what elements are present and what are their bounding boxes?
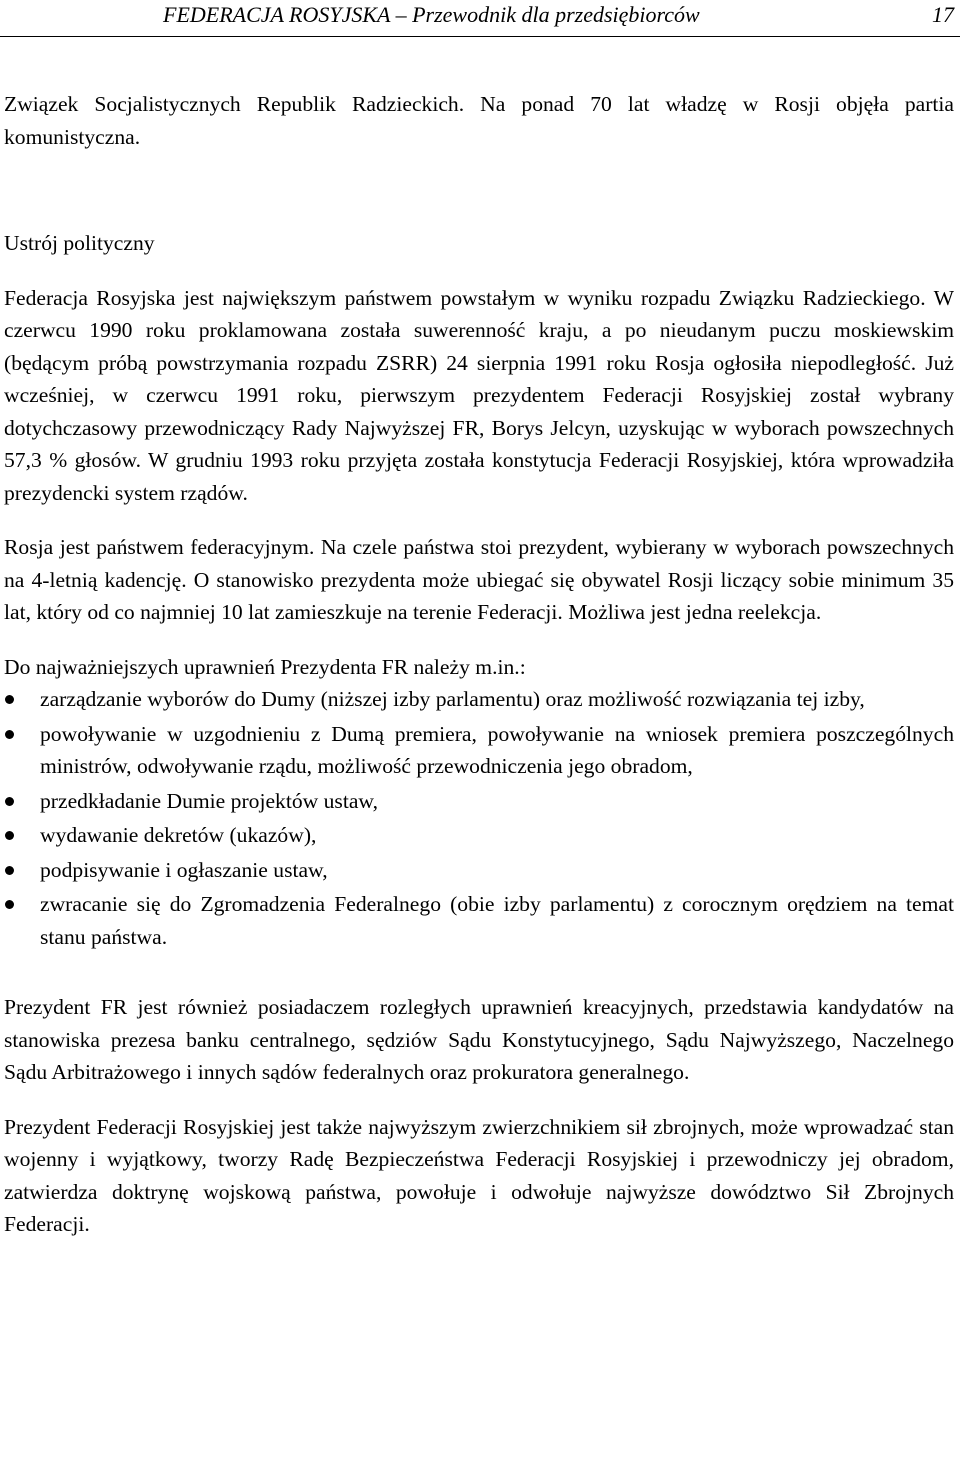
list-item-text: przedkładanie Dumie projektów ustaw, [40, 788, 378, 813]
paragraph-creative-powers: Prezydent FR jest również posiadaczem rozległych uprawnień kreacyjnych, przedstawia kandydatów na stanowiska prezesa banku centralnego, sędziów Sądu Konstytucyjnego, Sądu Najwyższego, Naczelnego Sądu Arbitrażowego i innych sądów federalnych oraz prokuratora generalnego. [4, 995, 954, 1084]
section-heading: Ustrój polityczny [4, 231, 155, 255]
bullet-icon [5, 730, 14, 739]
running-header [0, 0, 960, 37]
list-item-text: powoływanie w uzgodnieniu z Dumą premiera, powoływanie na wniosek premiera poszczególnych ministrów, odwoływanie rządu, możliwość przewodniczenia jego obradom, [40, 721, 954, 778]
bullet-icon [5, 831, 14, 840]
intro-paragraph: Związek Socjalistycznych Republik Radzieckich. Na ponad 70 lat władzę w Rosji objęła partia komunistyczna. [4, 92, 954, 149]
list-item [4, 683, 954, 716]
header-title: FEDERACJA ROSYJSKA – Przewodnik dla przedsiębiorców [163, 2, 700, 27]
list-item [4, 888, 954, 953]
list-item [4, 819, 954, 852]
bullet-icon [5, 695, 14, 704]
bullet-icon [5, 900, 14, 909]
page-number: 17 [932, 2, 954, 27]
powers-list [4, 683, 954, 953]
list-item-text: wydawanie dekretów (ukazów), [40, 823, 317, 847]
paragraph-president: Rosja jest państwem federacyjnym. Na czele państwa stoi prezydent, wybierany w wyborach powszechnych na 4-letnią kadencję. O stanowisko prezydenta może ubiegać się obywatel Rosji liczący sobie minimum 35 lat, który od co najmniej 10 lat zamieszkuje na terenie Federacji. Możliwa jest jedna reelekcja. [4, 535, 954, 624]
list-item-text: zwracanie się do Zgromadzenia Federalnego (obie izby parlamentu) z corocznym orędziem na temat stanu państwa. [40, 892, 954, 949]
list-item [4, 718, 954, 783]
list-item-text: zarządzanie wyborów do Dumy (niższej izby parlamentu) oraz możliwość rozwiązania tej izby, [40, 687, 865, 711]
list-item [4, 785, 954, 818]
paragraph-history: Federacja Rosyjska jest największym państwem powstałym w wyniku rozpadu Związku Radzieckiego. W czerwcu 1990 roku proklamowana została suwerenność kraju, a po nieudanym puczu moskiewskim (będącym próbą powstrzymania rozpadu ZSRR) 24 sierpnia 1991 roku Rosja ogłosiła niepodległość. Już wcześniej, w czerwcu 1991 roku, pierwszym prezydentem Federacji Rosyjskiej został wybrany dotychczasowy przewodniczący Rady Najwyższej FR, Borys Jelcyn, uzyskując w wyborach powszechnych 57,3 % głosów. W grudniu 1993 roku przyjęta została konstytucja Federacji Rosyjskiej, która wprowadziła prezydencki system rządów. [4, 285, 954, 505]
bullet-icon [5, 797, 14, 806]
paragraph-armed-forces: Prezydent Federacji Rosyjskiej jest także najwyższym zwierzchnikiem sił zbrojnych, może wprowadzać stan wojenny i wyjątkowy, tworzy Radę Bezpieczeństwa Federacji Rosyjskiej i przewodniczy jej obradom, zatwierdza doktrynę wojskową państwa, powołuje i odwołuje najwyższe dowództwo Sił Zbrojnych Federacji. [4, 1114, 954, 1236]
bullet-icon [5, 866, 14, 875]
list-item [4, 854, 954, 887]
list-item-text: podpisywanie i ogłaszanie ustaw, [40, 857, 328, 882]
list-intro: Do najważniejszych uprawnień Prezydenta FR należy m.in.: [4, 654, 526, 679]
page-body [4, 88, 954, 1241]
